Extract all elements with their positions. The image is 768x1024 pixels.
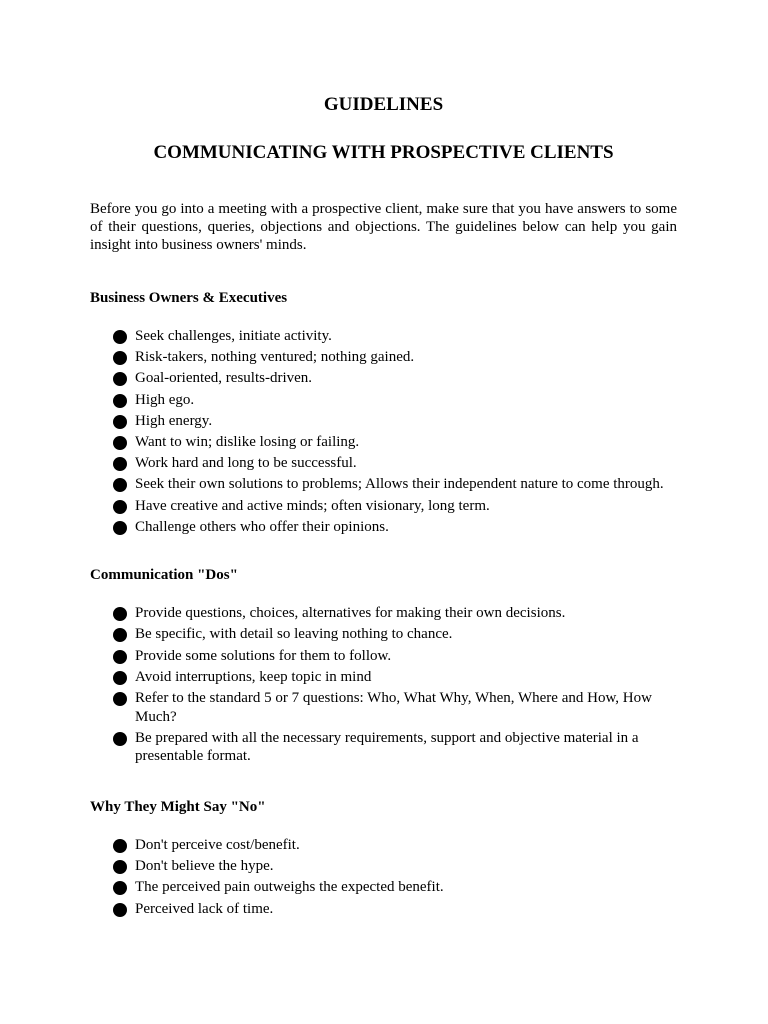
list-item-text: Have creative and active minds; often visionary, long term. — [135, 497, 490, 514]
bullet-icon — [113, 692, 127, 706]
list-item-text: Be prepared with all the necessary requirements, support and objective material in a presentable format. — [135, 729, 639, 765]
list-item-text: High ego. — [135, 391, 195, 408]
list-item-text: Risk-takers, nothing ventured; nothing gained. — [135, 349, 415, 366]
bullet-icon — [113, 457, 127, 471]
list-item-text: Want to win; dislike losing or failing. — [135, 433, 360, 450]
communication-dos-list — [90, 604, 677, 766]
section-heading-communication-dos: Communication "Dos" — [90, 567, 238, 584]
list-item — [113, 878, 677, 897]
bullet-icon — [113, 839, 127, 853]
list-item — [113, 412, 677, 431]
list-item-text: Challenge others who offer their opinions. — [135, 518, 389, 535]
bullet-icon — [113, 860, 127, 874]
list-item-text: Goal-oriented, results-driven. — [135, 370, 313, 387]
bullet-icon — [113, 330, 127, 344]
bullet-icon — [113, 732, 127, 746]
list-item — [113, 668, 677, 687]
section-heading-why-no: Why They Might Say "No" — [90, 799, 266, 815]
bullet-icon — [113, 372, 127, 386]
list-item — [113, 729, 677, 766]
list-item-text: Provide questions, choices, alternatives for making their own decisions. — [135, 605, 566, 622]
list-item — [113, 689, 677, 726]
list-item-text: Provide some solutions for them to follow. — [135, 647, 392, 664]
list-item-text: Don't perceive cost/benefit. — [135, 837, 300, 853]
list-item-text: The perceived pain outweighs the expected benefit. — [135, 879, 444, 896]
section-heading-business-owners: Business Owners & Executives — [90, 290, 288, 306]
list-item — [113, 625, 677, 644]
list-item — [113, 327, 677, 346]
business-owners-list — [90, 327, 677, 536]
why-no-list — [90, 836, 677, 918]
bullet-icon — [113, 394, 127, 408]
list-item — [113, 647, 677, 666]
list-item-text: High energy. — [135, 412, 213, 429]
bullet-icon — [113, 351, 127, 365]
bullet-icon — [113, 436, 127, 450]
list-item — [113, 604, 677, 623]
bullet-icon — [113, 628, 127, 642]
list-item-text: Refer to the standard 5 or 7 questions: Who, What Why, When, Where and How, How Much? — [135, 690, 652, 725]
list-item — [113, 497, 677, 516]
list-item — [113, 391, 677, 410]
bullet-icon — [113, 671, 127, 685]
bullet-icon — [113, 415, 127, 429]
list-item — [113, 836, 677, 855]
list-item — [113, 475, 677, 494]
intro-paragraph: Before you go into a meeting with a prospective client, make sure that you have answers to some of their questions, queries, objections and objections. The guidelines below can help you gain insight into business owners' minds. — [90, 201, 677, 253]
list-item-text: Work hard and long to be successful. — [135, 455, 357, 472]
bullet-icon — [113, 607, 127, 621]
list-item — [113, 454, 677, 473]
bullet-icon — [113, 881, 127, 895]
bullet-icon — [113, 521, 127, 535]
list-item — [113, 518, 677, 537]
list-item — [113, 369, 677, 388]
bullet-icon — [113, 650, 127, 664]
list-item-text: Seek challenges, initiate activity. — [135, 328, 332, 344]
list-item-text: Perceived lack of time. — [135, 900, 274, 917]
document-subtitle: COMMUNICATING WITH PROSPECTIVE CLIENTS — [153, 142, 614, 163]
list-item — [113, 857, 677, 876]
document-title: GUIDELINES — [323, 94, 444, 115]
list-item-text: Be specific, with detail so leaving nothing to chance. — [135, 626, 453, 643]
bullet-icon — [113, 478, 127, 492]
list-item — [113, 348, 677, 367]
list-item — [113, 900, 677, 919]
list-item-text: Don't believe the hype. — [135, 858, 274, 875]
list-item-text: Avoid interruptions, keep topic in mind — [135, 668, 372, 685]
list-item — [113, 433, 677, 452]
bullet-icon — [113, 500, 127, 514]
list-item-text: Seek their own solutions to problems; Allows their independent nature to come through. — [135, 476, 664, 493]
bullet-icon — [113, 903, 127, 917]
